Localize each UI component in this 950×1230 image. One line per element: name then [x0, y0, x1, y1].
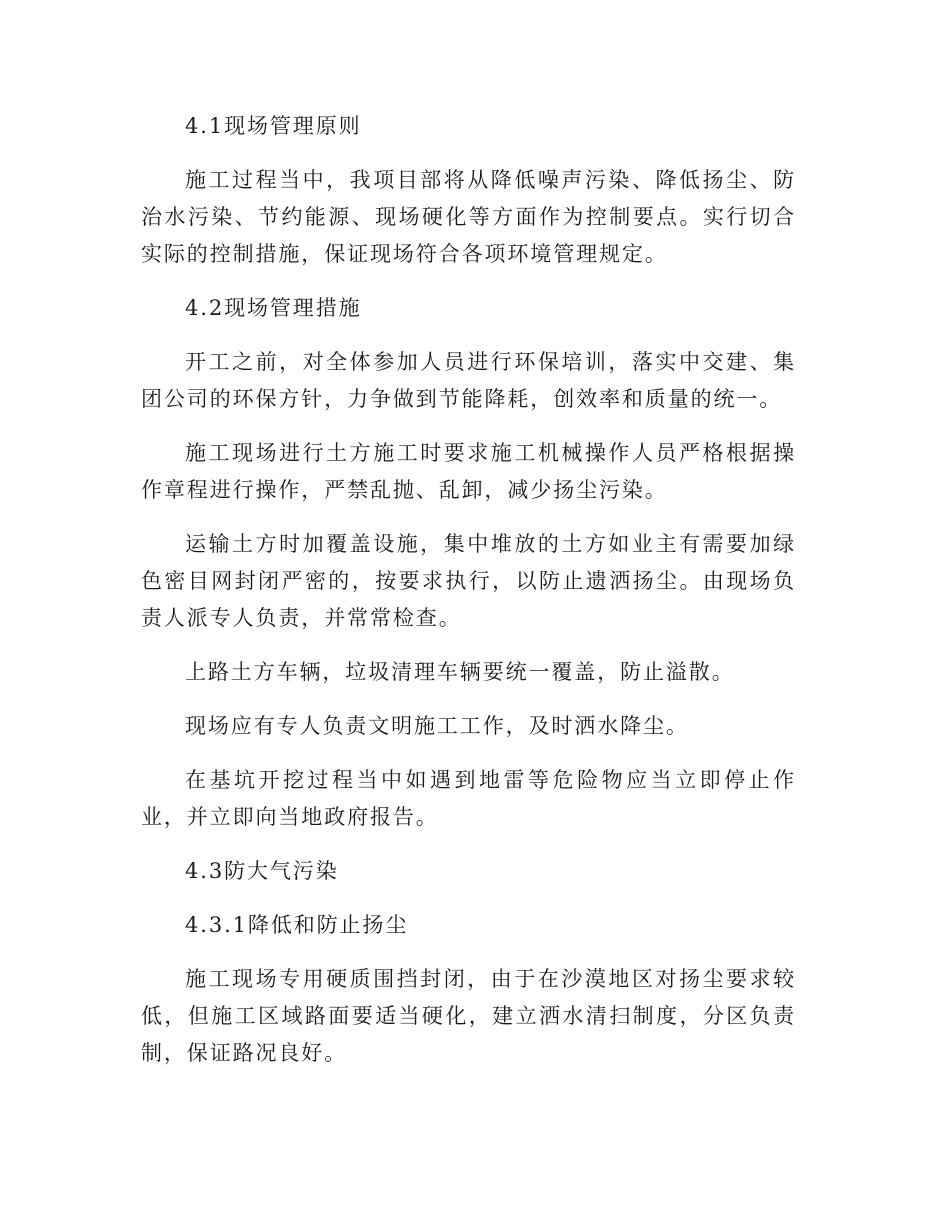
section-heading-4-2: 4.2现场管理措施: [185, 296, 362, 320]
paragraph: 运输土方时加覆盖设施，集中堆放的土方如业主有需要加绿色密目网封闭严密的，按要求执行，以防止遗洒扬尘。由现场负责人派专人负责，并常常检查。: [141, 532, 796, 630]
paragraph: 开工之前，对全体参加人员进行环保培训，落实中交建、集团公司的环保方针，力争做到节能降耗，创效率和质量的统一。: [141, 350, 796, 411]
paragraph: 施工现场专用硬质围挡封闭，由于在沙漠地区对扬尘要求较低，但施工区域路面要适当硬化，建立洒水清扫制度，分区负责制，保证路况良好。: [141, 967, 796, 1065]
paragraph: 在基坑开挖过程当中如遇到地雷等危险物应当立即停止作业，并立即向当地政府报告。: [141, 768, 796, 829]
paragraph: 施工过程当中，我项目部将从降低噪声污染、降低扬尘、防治水污染、节约能源、现场硬化等方面作为控制要点。实行切合实际的控制措施，保证现场符合各项环境管理规定。: [141, 168, 796, 266]
paragraph: 施工现场进行土方施工时要求施工机械操作人员严格根据操作章程进行操作，严禁乱抛、乱卸，减少扬尘污染。: [141, 441, 796, 502]
section-heading-4-1: 4.1现场管理原则: [185, 114, 362, 138]
paragraph: 现场应有专人负责文明施工工作，及时洒水降尘。: [185, 714, 689, 738]
section-heading-4-3-1: 4.3.1降低和防止扬尘: [185, 913, 409, 937]
section-heading-4-3: 4.3防大气污染: [185, 859, 339, 883]
document-page: [141, 108, 796, 1089]
paragraph: 上路土方车辆，垃圾清理车辆要统一覆盖，防止溢散。: [185, 660, 735, 684]
